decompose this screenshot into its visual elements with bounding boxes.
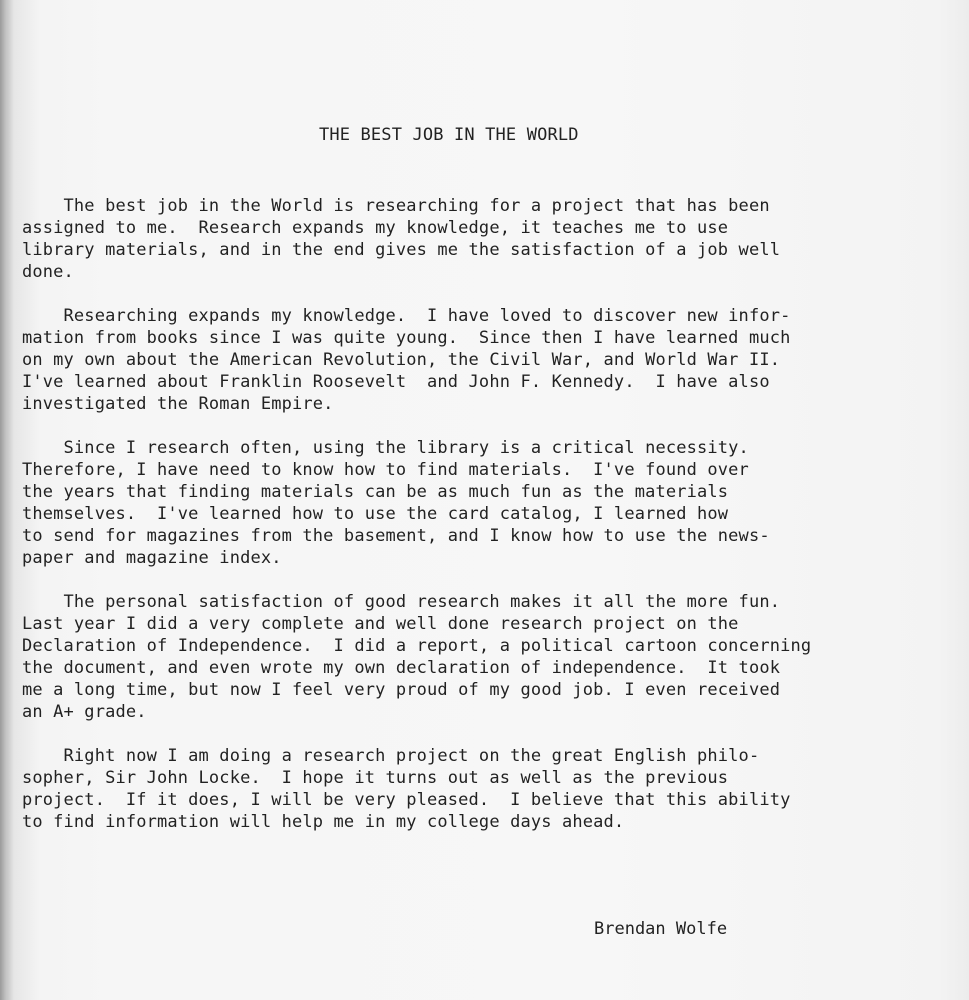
paragraph-4: The personal satisfaction of good research makes it all the more fun. Last year I did a very complete and well done research project on the Declaration of Independence. I did a report, a political cartoon concerning the document, and even wrote my own declaration of independence. It took me a long time, but now I feel very proud of my good job. I even received an A+ grade. xyxy=(22,592,812,722)
paragraph-5: Right now I am doing a research project on the great English philo- sopher, Sir John Locke. I hope it turns out as well as the previous project. If it does, I will be very pleased. I believe that this ability to find information will help me in my college days ahead. xyxy=(22,746,791,832)
paragraph-1: The best job in the World is researching for a project that has been assigned to me. Research expands my knowledge, it teaches me to use library materials, and in the end gives me the satisfaction of a job well done. xyxy=(22,196,781,282)
page-binding-shadow xyxy=(0,0,14,1000)
essay-title: THE BEST JOB IN THE WORLD xyxy=(319,125,579,145)
essay-body xyxy=(22,124,922,855)
author-signature: Brendan Wolfe xyxy=(594,919,728,939)
paragraph-3: Since I research often, using the library is a critical necessity. Therefore, I have need to know how to find materials. I've found over the years that finding materials can be as much fun as the materials themselves. I've learned how to use the card catalog, I learned how to send for magazines from the basement, and I know how to use the news- paper and magazine index. xyxy=(22,438,770,568)
paragraph-2: Researching expands my knowledge. I have loved to discover new infor- mation from books since I was quite young. Since then I have learned much on my own about the American Revolution, the Civil War, and World War II. I've learned about Franklin Roosevelt and John F. Kennedy. I have also investigated the Roman Empire. xyxy=(22,306,791,414)
